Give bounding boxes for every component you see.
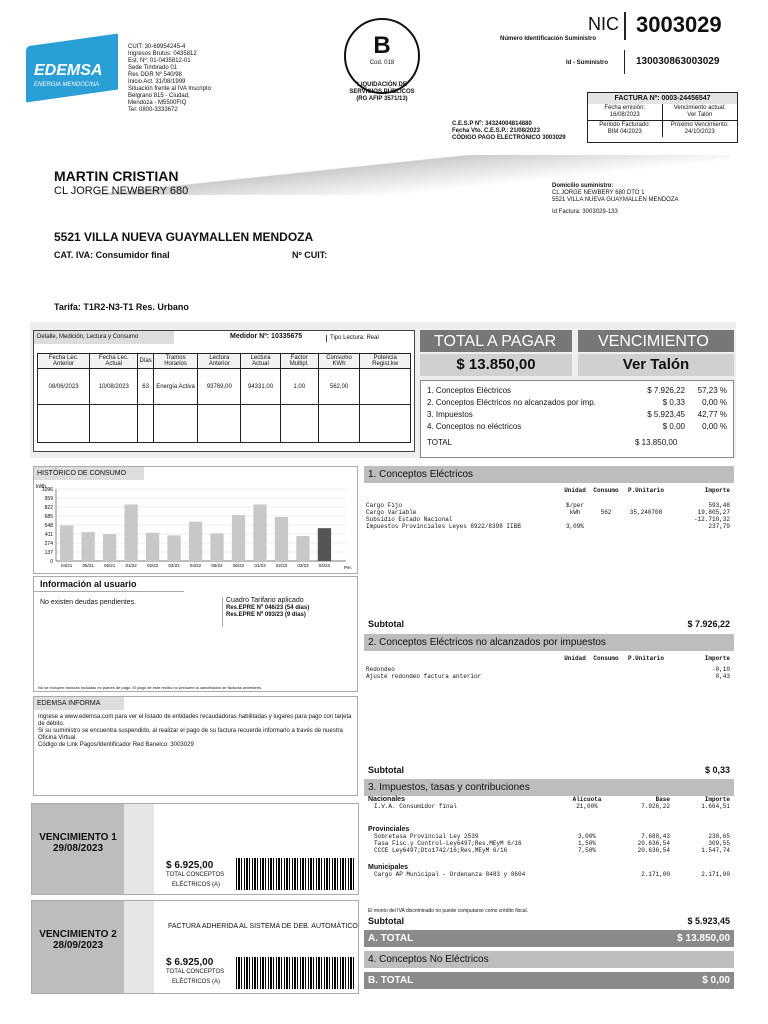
- x-tick-label: 02/22: [146, 563, 159, 568]
- y-tick-label: 1096: [41, 487, 53, 493]
- cat-iva: CAT. IVA: Consumidor final: [54, 250, 170, 260]
- consumo-bar: [124, 505, 137, 561]
- edemsa-informa-title: EDEMSA INFORMA: [34, 697, 124, 710]
- invoice-letter: B: [373, 32, 391, 59]
- vencimiento-value: Ver Talón: [578, 354, 734, 376]
- lecturas-table: Fecha Lec. Anterior Fecha Lec. Actual Días Tramos Horarios Lectura Anterior Lectura Actual Factor Multipl. Consumo KWh Potencia Regist.kw 08/06/2023 10/08/2023 63 Energía Activa 93769,00 94331,00 1,00 562,00: [37, 353, 411, 443]
- y-axis-label: kWh: [36, 484, 46, 490]
- x-tick-label: 04/22: [189, 563, 202, 568]
- sec2-row: Ajuste redondeo factura anterior 0,43: [366, 673, 730, 680]
- x-tick-label: 02/23: [275, 563, 288, 568]
- debito-automatico: FACTURA ADHERIDA AL SISTEMA DE DEB. AUTOMÁTICO: [168, 923, 358, 930]
- sec1-row: Cargo Fijo $/per 593,48: [366, 502, 730, 509]
- sec1-table: [364, 483, 734, 617]
- vencimiento-label: VENCIMIENTO: [578, 330, 734, 352]
- x-tick-label: 01/22: [125, 563, 137, 568]
- res-epre-1: Res.EPRE Nº 046/23 (54 días): [226, 605, 310, 611]
- invoice-type-label: LIQUIDACIÓN DE SERVICIOS PÚBLICOS (RG AFIP 3571/13): [349, 82, 415, 102]
- total-value: $ 13.850,00: [420, 354, 572, 376]
- consumo-bar: [253, 505, 266, 561]
- deuda-text: No existen deudas pendientes.: [40, 599, 137, 606]
- x-tick-label: 05/22: [211, 563, 223, 568]
- sec3-row: Tasa Fisc.y Control-Ley6497;Res.MEyM 6/16 1,50% 20.636,54 309,55: [374, 840, 730, 847]
- detalle-panel: [33, 330, 415, 452]
- consumo-bar: [275, 517, 288, 561]
- factura-number: FACTURA Nº: 0003-24456547: [588, 93, 737, 104]
- sec4-title: 4. Conceptos No Eléctricos: [364, 951, 734, 968]
- conceptos-column: [364, 466, 734, 996]
- y-tick-label: 959: [44, 496, 53, 502]
- medidor-number: Medidor Nº: 10335675: [230, 333, 303, 340]
- consumo-bar-chart: [34, 483, 357, 573]
- y-tick-label: 411: [45, 532, 53, 538]
- consumo-bar: [296, 536, 309, 561]
- sec1-header: Unidad Consumo P.Unitario Importe: [564, 487, 730, 494]
- talon1-date: 29/08/2023: [52, 843, 104, 854]
- consumo-bar: [146, 533, 159, 561]
- tarifa: Tarifa: T1R2-N3-T1 Res. Urbano: [54, 302, 189, 312]
- talon2-label: VENCIMIENTO 2: [39, 929, 117, 940]
- chart-title: HISTÓRICO DE CONSUMO: [34, 467, 144, 480]
- consumo-bar: [232, 515, 245, 561]
- periodo-value: BIM 04/2023: [607, 129, 642, 135]
- sec3-row: I.V.A. Consumidor final 21,00% 7.926,22 1.664,51: [374, 803, 730, 810]
- b-total: B. TOTAL $ 0,00: [364, 972, 734, 989]
- edemsa-informa-panel: EDEMSA INFORMA Ingrese a www.edemsa.com para ver el listado de entidades recaudadoras habilitadas y lugares para pago con tarjeta de débito. Si su suministro se encuentra suspendido, al realizar el pago de su factura recuerde informarlo a través de nuestra Oficina Virtual. Código de Link Pagos/Identificador Red Banelco: 3003029: [33, 696, 358, 796]
- client-address: CL JORGE NEWBERY 680: [54, 185, 189, 197]
- talon1-concept: TOTAL CONCEPTOS: [166, 872, 225, 878]
- invoice-code: Cod. 018: [369, 60, 395, 66]
- factura-box: [587, 92, 738, 143]
- x-tick-label: 04/23: [318, 563, 331, 568]
- venc-value: Ver Talón: [687, 112, 713, 118]
- summary-total: TOTAL $ 13.850,00: [427, 438, 678, 447]
- talon2-concept2: ELÉCTRICOS (A): [172, 979, 221, 985]
- sec1-row: Subsidio Estado Nacional -12.710,32: [366, 516, 730, 523]
- consumo-bar: [103, 534, 116, 561]
- sec3-row: Cargo AP Municipal - Ordenanza 8483 y 8604 2.171,00 2.171,00: [374, 871, 730, 878]
- y-tick-label: 685: [44, 514, 53, 520]
- sec3-row: Sobretasa Provincial Ley 2539 3,00% 7.688,43 230,65: [374, 833, 730, 840]
- prox-venc-label: Próximo Vencimiento:: [670, 122, 729, 128]
- nacionales-label: Nacionales: [368, 796, 405, 803]
- sec3-table: Nacionales Alícuota Base Importe I.V.A. Consumidor final 21,00% 7.926,22 1.664,51 Provinciales Sobretasa Provincial Ley 2539 3,00% 7.688,43 230,65 Tasa Fisc.y Control-Ley6497;Res.MEyM 6/16 1,50% 20.636,54 309,55 CCCE Ley6497;Dto1742/16;Res.MEyM 6/16 7,50% 20.636,54 1.547,74 Municipales Cargo AP Municipal - Ordenanza 8483 y 8604 2.171,00 2.171,00: [368, 796, 730, 878]
- talon-1: [31, 803, 359, 895]
- x-tick-label: 03/23: [297, 563, 309, 568]
- nic-divider: [624, 12, 626, 40]
- y-tick-label: 137: [44, 550, 53, 556]
- consumo-bar: [81, 532, 94, 561]
- domicilio-suministro: Domicilio suministro: CL JORGE NEWBERY 680 DTO 1 5521 VILLA NUEVA GUAYMALLEN MENDOZA Id Factura: 3003029-133: [552, 183, 679, 215]
- barcode-2: [236, 957, 356, 989]
- summary-panel: [420, 380, 734, 458]
- lectura-row: 08/06/2023 10/08/2023 63 Energía Activa 93769,00 94331,00 1,00 562,00: [38, 369, 411, 405]
- x-tick-label: 05/21: [82, 563, 94, 568]
- sec1-row: Cargo Variable kWh 562 35,240708 19.805,27: [366, 509, 730, 516]
- total-label: TOTAL A PAGAR: [420, 330, 572, 352]
- barcode-1: [236, 858, 356, 890]
- info-usuario-panel: [33, 576, 358, 692]
- period-label: Per.: [344, 565, 353, 570]
- x-tick-label: 06/21: [103, 563, 116, 568]
- sec2-subtotal: Subtotal $ 0,33: [368, 765, 730, 775]
- consumo-bar: [60, 526, 73, 561]
- nic-description: Número Identificación Suministro: [500, 36, 597, 42]
- periodo-label: Periodo Facturado:: [599, 122, 651, 128]
- sec1-subtotal: Subtotal $ 7.926,22: [368, 619, 730, 629]
- client-city: 5521 VILLA NUEVA GUAYMALLEN MENDOZA: [54, 230, 314, 244]
- emision-label: Fecha emisión:: [604, 105, 646, 111]
- x-tick-label: 04/21: [61, 563, 73, 568]
- summary-item: 4. Conceptos no eléctricos $ 0,00 0,00 %: [427, 422, 727, 431]
- y-tick-label: 548: [44, 523, 53, 529]
- cuit: Nº CUIT:: [292, 250, 328, 260]
- summary-item: 2. Conceptos Eléctricos no alcanzados por imp. $ 0,33 0,00 %: [427, 398, 727, 407]
- sec3-title: 3. Impuestos, tasas y contribuciones: [364, 779, 734, 796]
- sec2-table: [364, 651, 734, 763]
- sec2-header: Unidad Consumo P.Unitario Importe: [564, 655, 730, 662]
- tipo-lectura: Tipo Lectura: Real: [326, 335, 379, 342]
- cesp-info: C.E.S.P Nº: 34324004814880 Fecha Vto. C.E.S.P.: 21/08/2023 CÓDIGO PAGO ELECTRÓNICO 3003029: [452, 121, 566, 141]
- talon2-date: 28/09/2023: [52, 940, 104, 951]
- consumo-bar: [210, 533, 223, 561]
- talon-2: [31, 900, 359, 994]
- consumo-bar: [167, 535, 180, 561]
- prox-venc-value: 24/10/2023: [684, 129, 715, 135]
- x-tick-label: 06/22: [232, 563, 245, 568]
- provinciales-label: Provinciales: [368, 826, 410, 833]
- sec3-row: CCCE Ley6497;Dto1742/16;Res.MEyM 6/16 7,50% 20.636,54 1.547,74: [374, 847, 730, 854]
- sec3-subtotal: Subtotal $ 5.923,45: [368, 916, 730, 926]
- talon1-label: VENCIMIENTO 1: [39, 832, 117, 843]
- nic-label: NIC: [588, 14, 619, 34]
- res-epre-2: Res.EPRE Nº 093/23 (9 días): [226, 612, 306, 618]
- y-tick-label: 274: [44, 541, 53, 547]
- logo-subtext: ENERGIA MENDOCINA: [34, 82, 100, 88]
- historico-panel: [33, 466, 358, 574]
- talon1-amount: $ 6.925,00: [166, 860, 214, 871]
- y-tick-label: 0: [50, 559, 53, 565]
- info-note: No se incluyen facturas incluidas en planes de pago. El pago de este recibo no presume la cancelación de facturas anteriores.: [38, 685, 262, 690]
- cuadro-tarifario: Cuadro Tarifario aplicado: [226, 597, 304, 604]
- talon2-amount: $ 6.925,00: [166, 957, 214, 968]
- y-tick-label: 822: [44, 505, 53, 511]
- client-name: MARTIN CRISTIAN: [54, 168, 179, 184]
- x-tick-label: 03/22: [168, 563, 180, 568]
- summary-item: 3. Impuestos $ 5.923,45 42,77 %: [427, 410, 727, 419]
- sec2-row: Redondeo -0,10: [366, 666, 730, 673]
- sec1-row: Impuestos Provinciales Leyes 6922/8398 IIBB 3,09% 237,79: [366, 523, 730, 530]
- iva-note: El monto del IVA discriminado no puede computarse como crédito fiscal.: [368, 908, 528, 914]
- suministro-id-value: 130030863003029: [636, 56, 720, 67]
- company-info: CUIT: 30-69954245-4 Ingresos Brutos: 0435812 Est. Nº: 01-0435812-01 Sede Timbrado 01 Res DGR Nº 540/98 Inicio Act. 31/08/1999 Situación frente al IVA Inscripto Belgrano 815 - Ciudad, Mendoza - M5500FIQ Tel: 0800-3333672: [128, 44, 211, 113]
- talon1-concept2: ELÉCTRICOS (A): [172, 882, 221, 888]
- a-total: A. TOTAL $ 13.850,00: [364, 930, 734, 947]
- x-tick-label: 01/23: [254, 563, 266, 568]
- detalle-title: Detalle, Medición, Lectura y Consumo: [34, 331, 174, 344]
- consumo-bar: [318, 528, 331, 561]
- venc-label: Vencimiento actual:: [673, 105, 726, 111]
- suministro-id-label: Id - Suministro: [566, 60, 608, 66]
- consumo-bar: [189, 522, 202, 561]
- id-divider: [624, 50, 625, 74]
- sec1-title: 1. Conceptos Eléctricos: [364, 466, 734, 483]
- municipales-label: Municipales: [368, 864, 409, 871]
- info-usuario-title: Información al usuario: [34, 577, 184, 592]
- logo-text: EDEMSA: [34, 62, 103, 79]
- talon2-concept: TOTAL CONCEPTOS: [166, 969, 225, 975]
- summary-item: 1. Conceptos Eléctricos $ 7.926,22 57,23 %: [427, 386, 727, 395]
- sec2-title: 2. Conceptos Eléctricos no alcanzados por impuestos: [364, 634, 734, 651]
- nic-value: 3003029: [636, 12, 722, 37]
- emision-date: 16/08/2023: [609, 112, 640, 118]
